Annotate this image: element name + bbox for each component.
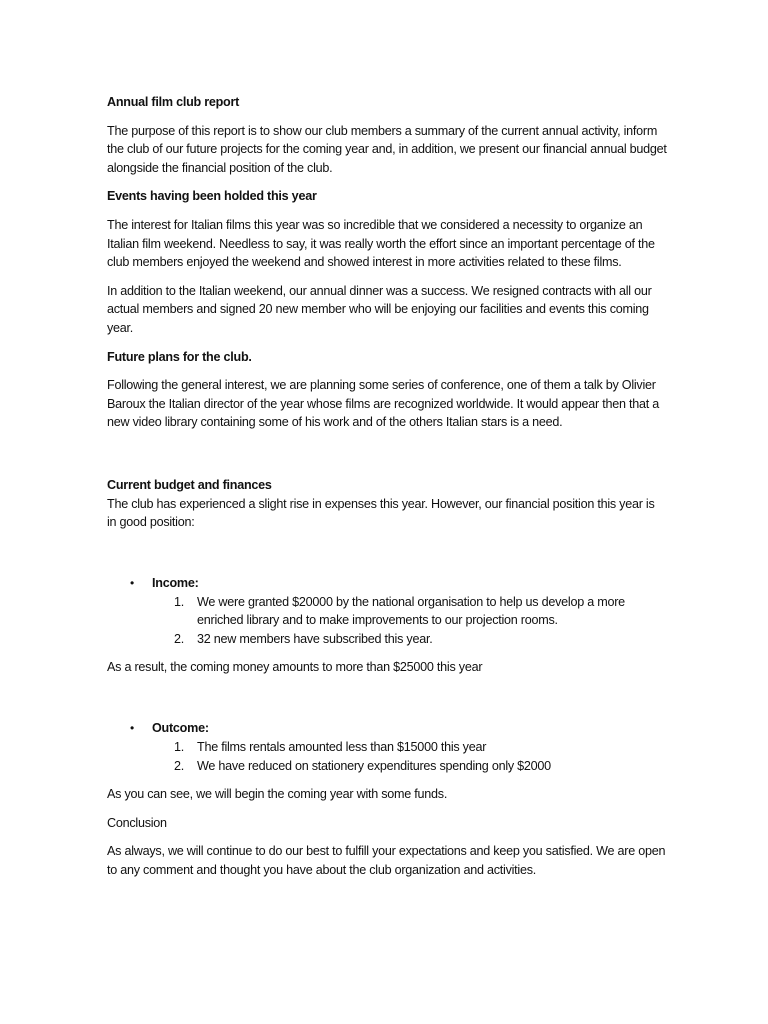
list-item-text: The films rentals amounted less than $15000 this year bbox=[197, 740, 487, 755]
income-list-item bbox=[174, 630, 667, 649]
bullet-icon: • bbox=[130, 575, 134, 590]
list-item-text: We were granted $20000 by the national organisation to help us develop a more enriched library and to make improvements to our projection rooms. bbox=[197, 594, 625, 628]
outcome-list-item bbox=[174, 757, 667, 776]
events-paragraph-1: The interest for Italian films this year was so incredible that we considered a necessity to organize an Italian film weekend. Needless to say, it was really worth the effort since an important percentage of the club members enjoyed the weekend and showed interest in more activities related to these films. bbox=[107, 217, 655, 270]
events-heading: Events having been holded this year bbox=[107, 189, 317, 204]
list-number: 2. bbox=[174, 758, 185, 773]
outcome-list bbox=[107, 738, 667, 775]
income-bullet-item bbox=[107, 574, 667, 593]
outcome-bullet-item bbox=[107, 719, 667, 738]
outcome-label: Outcome: bbox=[152, 721, 209, 736]
income-list-item bbox=[174, 593, 667, 630]
outcome-result: As you can see, we will begin the coming year with some funds. bbox=[107, 787, 448, 802]
intro-paragraph: The purpose of this report is to show our club members a summary of the current annual activity, inform the club of our future projects for the coming year and, in addition, we present our financial annual budget alongside the financial position of the club. bbox=[107, 123, 667, 175]
budget-heading: Current budget and finances bbox=[107, 477, 272, 492]
future-paragraph: Following the general interest, we are planning some series of conference, one of them a talk by Olivier Baroux the Italian director of the year whose films are recognized worldwide. It would appear then that a new video library containing some of his work and of the others Italian stars is a need. bbox=[107, 378, 659, 430]
document-body bbox=[107, 93, 667, 880]
list-number: 2. bbox=[174, 631, 185, 646]
future-heading: Future plans for the club. bbox=[107, 349, 252, 364]
document-title: Annual film club report bbox=[107, 95, 240, 109]
income-label: Income: bbox=[152, 575, 199, 590]
list-item-text: 32 new members have subscribed this year. bbox=[197, 631, 433, 646]
list-number: 1. bbox=[174, 594, 185, 609]
conclusion-heading: Conclusion bbox=[107, 815, 167, 830]
conclusion-paragraph: As always, we will continue to do our best to fulfill your expectations and keep you satisfied. We are open to any comment and thought you have about the club organization and activities. bbox=[107, 844, 666, 878]
income-result: As a result, the coming money amounts to more than $25000 this year bbox=[107, 660, 483, 675]
income-list bbox=[107, 593, 667, 649]
list-item-text: We have reduced on stationery expenditures spending only $2000 bbox=[197, 758, 551, 773]
bullet-icon: • bbox=[130, 721, 134, 736]
list-number: 1. bbox=[174, 740, 185, 755]
outcome-list-item bbox=[174, 738, 667, 757]
events-paragraph-2: In addition to the Italian weekend, our annual dinner was a success. We resigned contracts with all our actual members and signed 20 new member who will be enjoying our facilities and events this coming year. bbox=[107, 283, 652, 335]
budget-paragraph: The club has experienced a slight rise in expenses this year. However, our financial position this year is in good position: bbox=[107, 496, 655, 530]
